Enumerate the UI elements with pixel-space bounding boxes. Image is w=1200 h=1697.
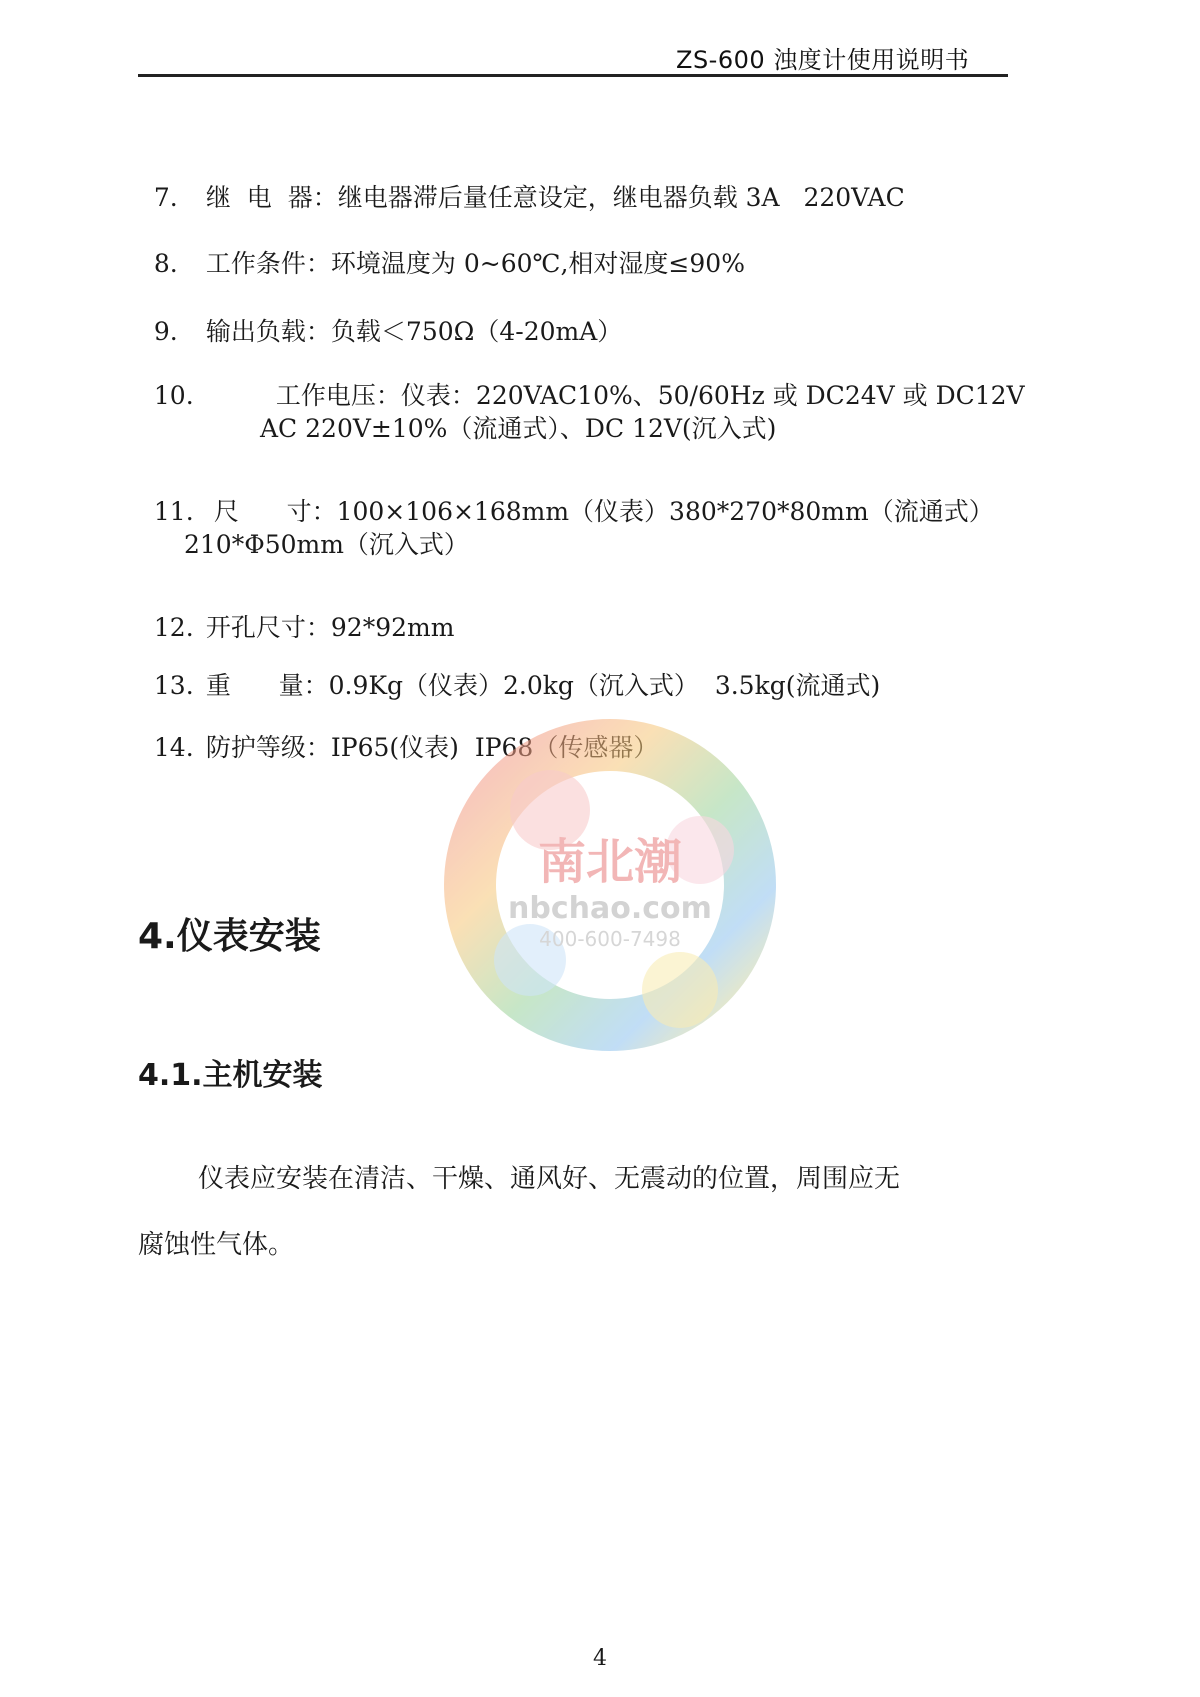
spec-text: 重 量：0.9Kg（仪表）2.0kg（沉入式） 3.5kg(流通式) (205, 671, 881, 700)
paragraph-line-1: 仪表应安装在清洁、干燥、通风好、无震动的位置，周围应无 (198, 1164, 901, 1194)
spec-item-7 (138, 160, 905, 210)
spec-item-9 (138, 294, 622, 344)
spec-text: 尺 寸：100×106×168mm（仪表）380*270*80mm（流通式） (213, 497, 994, 526)
watermark-logo (400, 690, 820, 1080)
watermark-domain: nbchao.com (508, 891, 712, 926)
spec-text: 防护等级：IP65(仪表) IP68（传感器） (205, 733, 659, 762)
spec-item-10-continuation: AC 220V±10%（流通式）、DC 12V(沉入式) (260, 414, 777, 443)
watermark-brand: 南北潮 (537, 834, 683, 890)
spec-text: 输出负载：负载＜750Ω（4-20mA） (205, 317, 623, 346)
spec-text: 工作条件：环境温度为 0~60℃,相对湿度≤90% (205, 249, 745, 278)
spec-item-12 (138, 590, 454, 640)
spec-number: 7. (153, 183, 178, 212)
section-heading: 4.仪表安装 (138, 916, 321, 957)
subsection-heading: 4.1.主机安装 (138, 1058, 323, 1093)
spec-number: 8. (153, 249, 178, 278)
spec-number: 13. (153, 671, 194, 700)
spec-item-8 (138, 226, 745, 276)
header-rule (138, 74, 1008, 77)
spec-item-11 (138, 474, 994, 524)
spec-text: 继 电 器：继电器滞后量任意设定，继电器负载 3A 220VAC (205, 183, 905, 212)
spec-number: 11. (153, 497, 194, 526)
header-title: ZS-600 浊度计使用说明书 (676, 46, 970, 74)
spec-number: 10. (153, 381, 194, 410)
spec-number: 9. (153, 317, 178, 346)
spec-text: 工作电压：仪表：220VAC10%、50/60Hz 或 DC24V 或 DC12V (275, 381, 1025, 410)
spec-number: 14. (153, 733, 194, 762)
spec-item-11-continuation: 210*Φ50mm（沉入式） (184, 530, 469, 559)
spec-item-10 (138, 358, 1025, 408)
spec-text: 开孔尺寸：92*92mm (205, 613, 455, 642)
page-number: 4 (593, 1646, 607, 1671)
watermark-phone: 400-600-7498 (539, 927, 681, 951)
spec-number: 12. (153, 613, 194, 642)
paragraph-line-2: 腐蚀性气体。 (138, 1230, 295, 1260)
